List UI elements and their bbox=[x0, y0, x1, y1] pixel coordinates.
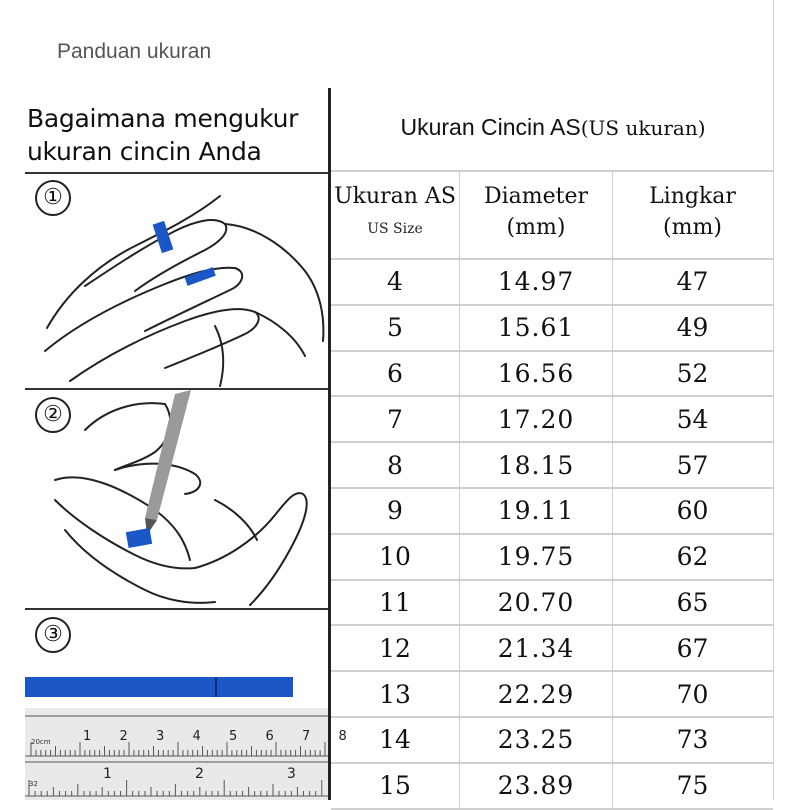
ruler bbox=[25, 708, 347, 800]
cell-diameter: 17.20 bbox=[459, 397, 613, 441]
cell-diameter: 18.15 bbox=[459, 443, 613, 487]
cell-size: 10 bbox=[379, 542, 411, 572]
ruler-bottom-number: 3 bbox=[287, 766, 296, 782]
cell-size: 11 bbox=[379, 587, 411, 617]
table-row bbox=[331, 626, 773, 672]
table-row bbox=[331, 397, 773, 443]
step-3-number: ③ bbox=[35, 617, 71, 653]
cell-size: 8 bbox=[387, 450, 403, 480]
cell-circumference: 73 bbox=[676, 725, 709, 755]
ruler-top-number: 6 bbox=[265, 729, 274, 744]
cell-diameter: 14.97 bbox=[459, 260, 613, 304]
header-us-size-sub: US Size bbox=[367, 221, 423, 237]
ruler-bottom-label: 32 bbox=[29, 780, 38, 788]
table-body bbox=[331, 260, 773, 810]
ruler-top-number: 7 bbox=[302, 729, 311, 744]
cell-circumference: 70 bbox=[676, 679, 709, 709]
table-row bbox=[331, 352, 773, 398]
measuring-strip bbox=[25, 677, 293, 697]
header-us-size bbox=[331, 172, 459, 258]
cell-size: 4 bbox=[387, 267, 403, 297]
table-row bbox=[331, 581, 773, 627]
table-row bbox=[331, 443, 773, 489]
step-2-hand-illustration bbox=[25, 390, 328, 608]
ruler-top-number: 8 bbox=[338, 729, 347, 744]
page-title: Panduan ukuran bbox=[57, 40, 212, 63]
cell-diameter: 19.11 bbox=[459, 489, 613, 533]
cell-size: 7 bbox=[387, 404, 403, 434]
cell-circumference: 60 bbox=[676, 496, 709, 526]
cell-diameter: 23.25 bbox=[459, 718, 613, 762]
ruler-top-number: 1 bbox=[83, 729, 92, 744]
cell-diameter: 20.70 bbox=[459, 581, 613, 625]
cell-circumference: 49 bbox=[676, 313, 709, 343]
cell-circumference: 65 bbox=[676, 587, 709, 617]
cell-diameter: 21.34 bbox=[459, 626, 613, 670]
guide-title-line2: ukuran cincin Anda bbox=[27, 137, 262, 166]
header-us-size-label: Ukuran AS bbox=[334, 184, 456, 209]
cell-size: 14 bbox=[379, 725, 411, 755]
cell-size: 6 bbox=[387, 358, 403, 388]
measure-guide-panel bbox=[25, 88, 347, 800]
header-circumference bbox=[612, 172, 773, 258]
cell-diameter: 22.29 bbox=[459, 672, 613, 716]
cell-diameter: 16.56 bbox=[459, 352, 613, 396]
cell-circumference: 54 bbox=[676, 404, 709, 434]
cell-circumference: 75 bbox=[676, 771, 709, 801]
table-row bbox=[331, 718, 773, 764]
size-table-title-main: Ukuran Cincin AS bbox=[400, 114, 581, 140]
step-2-number: ② bbox=[35, 397, 71, 433]
table-header bbox=[331, 170, 773, 260]
ring-size-table bbox=[331, 170, 773, 810]
header-circumference-unit: (mm) bbox=[663, 215, 722, 240]
step-1-hand-illustration bbox=[25, 176, 328, 388]
cell-diameter: 23.89 bbox=[459, 764, 613, 808]
table-row bbox=[331, 306, 773, 352]
header-diameter-label: Diameter bbox=[483, 184, 589, 209]
cell-circumference: 47 bbox=[676, 267, 709, 297]
cell-circumference: 62 bbox=[676, 542, 709, 572]
cell-size: 13 bbox=[379, 679, 411, 709]
header-diameter-unit: (mm) bbox=[506, 215, 566, 240]
ruler-bottom-number: 2 bbox=[195, 766, 204, 782]
cell-size: 9 bbox=[387, 496, 403, 526]
size-table-title bbox=[333, 114, 773, 141]
cell-circumference: 52 bbox=[676, 358, 709, 388]
cell-size: 5 bbox=[387, 313, 403, 343]
ruler-ticks bbox=[25, 708, 347, 800]
table-row bbox=[331, 672, 773, 718]
ruler-bottom-number: 1 bbox=[103, 766, 112, 782]
guide-title-line1: Bagaimana mengukur bbox=[27, 104, 299, 133]
divider bbox=[25, 608, 328, 610]
ruler-top-number: 5 bbox=[229, 729, 238, 744]
ruler-top-number: 3 bbox=[156, 729, 165, 744]
table-row bbox=[331, 260, 773, 306]
ruler-top-label: 20cm bbox=[31, 738, 51, 746]
table-row bbox=[331, 535, 773, 581]
guide-title bbox=[27, 102, 298, 168]
table-row bbox=[331, 489, 773, 535]
right-border bbox=[773, 0, 774, 800]
ruler-top-number: 4 bbox=[192, 729, 201, 744]
cell-size: 12 bbox=[379, 633, 411, 663]
strip-mark bbox=[215, 677, 217, 697]
header-circumference-label: Lingkar bbox=[649, 184, 736, 209]
cell-circumference: 67 bbox=[676, 633, 709, 663]
divider bbox=[25, 172, 328, 174]
cell-size: 15 bbox=[379, 771, 411, 801]
step-1-number: ① bbox=[35, 180, 71, 216]
size-table-title-sub: (US ukuran) bbox=[580, 116, 706, 140]
header-diameter bbox=[459, 172, 613, 258]
table-row bbox=[331, 764, 773, 810]
ruler-top-number: 2 bbox=[119, 729, 128, 744]
cell-diameter: 19.75 bbox=[459, 535, 613, 579]
cell-diameter: 15.61 bbox=[459, 306, 613, 350]
cell-circumference: 57 bbox=[676, 450, 709, 480]
